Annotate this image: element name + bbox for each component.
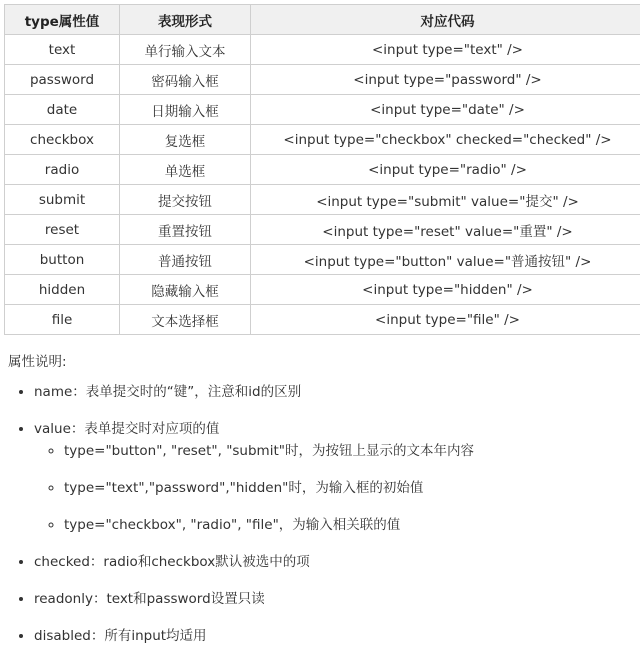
- cell-form: 提交按钮: [120, 185, 251, 215]
- cell-type: file: [5, 305, 120, 335]
- cell-code: <input type="date" />: [251, 95, 640, 125]
- value-sub-list: [34, 442, 634, 534]
- header-code: 对应代码: [251, 5, 640, 35]
- sub-note-text-types: ◦ type="text","password","hidden"时，为输入框的初始值: [64, 479, 634, 497]
- cell-type: radio: [5, 155, 120, 185]
- cell-type: text: [5, 35, 120, 65]
- cell-type: button: [5, 245, 120, 275]
- cell-code: <input type="submit" value="提交" />: [251, 185, 640, 215]
- cell-form: 单选框: [120, 155, 251, 185]
- cell-code: <input type="reset" value="重置" />: [251, 215, 640, 245]
- note-checked: [34, 553, 634, 571]
- table-row: [5, 215, 640, 245]
- cell-code: <input type="checkbox" checked="checked" />: [251, 125, 640, 155]
- table-row: [5, 65, 640, 95]
- cell-code: <input type="radio" />: [251, 155, 640, 185]
- cell-form: 密码输入框: [120, 65, 251, 95]
- cell-type: submit: [5, 185, 120, 215]
- cell-code: <input type="file" />: [251, 305, 640, 335]
- sub-note-checkbox-types: ◦ type="checkbox", "radio", "file"，为输入相关联的值: [64, 516, 634, 534]
- input-type-table: [4, 4, 640, 335]
- table-row: [5, 275, 640, 305]
- table-row: [5, 305, 640, 335]
- note-value-text: value：表单提交时对应项的值: [34, 421, 219, 437]
- cell-form: 日期输入框: [120, 95, 251, 125]
- attribute-notes-list: [0, 383, 634, 664]
- table-row: [5, 185, 640, 215]
- cell-code: <input type="text" />: [251, 35, 640, 65]
- table-header-row: [5, 5, 640, 35]
- table-row: [5, 155, 640, 185]
- table-row: [5, 245, 640, 275]
- cell-type: password: [5, 65, 120, 95]
- cell-code: <input type="button" value="普通按钮" />: [251, 245, 640, 275]
- cell-code: <input type="password" />: [251, 65, 640, 95]
- table-row: [5, 35, 640, 65]
- note-readonly-text: readonly：text和password设置只读: [34, 591, 265, 607]
- note-disabled-text: disabled：所有input均适用: [34, 628, 207, 644]
- sub-note-button-types: ◦ type="button", "reset", "submit"时，为按钮上显示的文本年内容: [64, 442, 634, 460]
- cell-form: 文本选择框: [120, 305, 251, 335]
- cell-form: 隐藏输入框: [120, 275, 251, 305]
- cell-form: 单行输入文本: [120, 35, 251, 65]
- header-display-form: 表现形式: [120, 5, 251, 35]
- cell-type: reset: [5, 215, 120, 245]
- note-name-text: name：表单提交时的“键”，注意和id的区别: [34, 384, 301, 400]
- note-readonly: [34, 590, 634, 608]
- note-checked-text: checked：radio和checkbox默认被选中的项: [34, 554, 310, 570]
- cell-form: 普通按钮: [120, 245, 251, 275]
- notes-title: 属性说明:: [8, 350, 67, 370]
- note-disabled: [34, 627, 634, 645]
- table-row: [5, 95, 640, 125]
- header-type-value: type属性值: [5, 5, 120, 35]
- cell-type: date: [5, 95, 120, 125]
- cell-code: <input type="hidden" />: [251, 275, 640, 305]
- cell-type: hidden: [5, 275, 120, 305]
- note-value: [34, 420, 634, 534]
- note-name: [34, 383, 634, 401]
- table-row: [5, 125, 640, 155]
- cell-type: checkbox: [5, 125, 120, 155]
- cell-form: 复选框: [120, 125, 251, 155]
- cell-form: 重置按钮: [120, 215, 251, 245]
